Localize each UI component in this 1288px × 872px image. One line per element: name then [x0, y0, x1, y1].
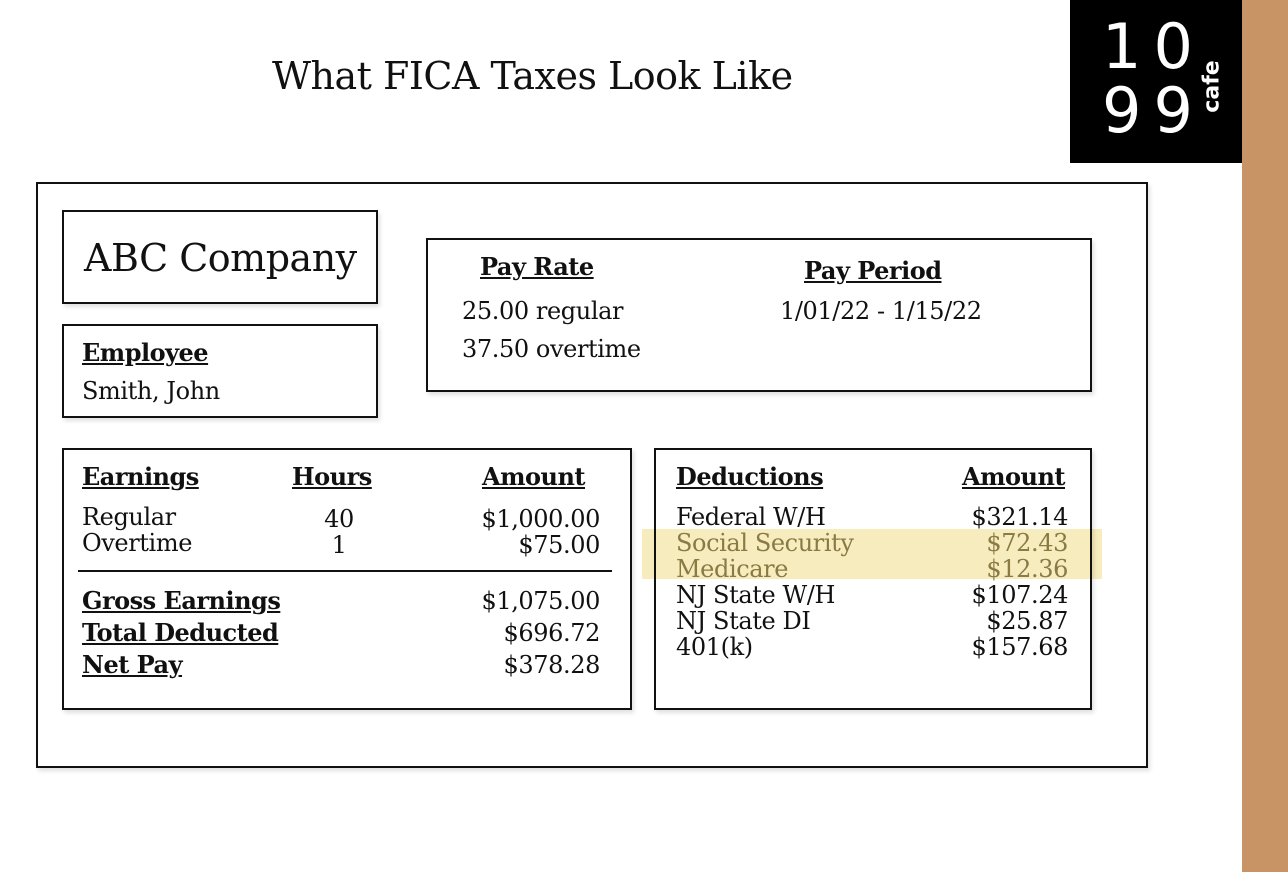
gross-earnings-label: Gross Earnings — [82, 586, 281, 615]
net-pay-label: Net Pay — [82, 650, 183, 679]
logo-bottom-number: 99 — [1102, 74, 1205, 147]
logo-cafe — [1200, 52, 1234, 122]
logo-cafe-text: cafe — [1199, 60, 1225, 113]
deductions-amount-header: Amount — [962, 462, 1066, 491]
company-box — [62, 210, 378, 304]
gross-earnings-amount: $1,075.00 — [481, 587, 600, 615]
deductions-box — [654, 448, 1092, 710]
deduction-label: NJ State W/H — [676, 581, 836, 609]
deduction-label-medicare: Medicare — [676, 555, 789, 583]
earnings-row-hours: 1 — [331, 531, 347, 559]
deduction-amount: $157.68 — [971, 633, 1068, 661]
earnings-row-hours: 40 — [324, 505, 354, 533]
company-name: ABC Company — [84, 236, 357, 280]
deduction-amount-medicare: $12.36 — [986, 555, 1068, 583]
deduction-label: 401(k) — [676, 633, 753, 661]
deduction-amount: $25.87 — [986, 607, 1068, 635]
deduction-label: NJ State DI — [676, 607, 811, 635]
deduction-label-social-security: Social Security — [676, 529, 854, 557]
total-deducted-amount: $696.72 — [503, 619, 600, 647]
total-deducted-label: Total Deducted — [82, 618, 279, 647]
page-title: What FICA Taxes Look Like — [272, 54, 793, 98]
logo-top-number: 10 — [1102, 10, 1205, 83]
deduction-amount: $107.24 — [971, 581, 1068, 609]
deductions-header: Deductions — [676, 462, 824, 491]
pay-period-label: Pay Period — [804, 256, 942, 285]
deduction-amount: $321.14 — [971, 503, 1068, 531]
deduction-amount-social-security: $72.43 — [986, 529, 1068, 557]
employee-box — [62, 324, 378, 418]
earnings-row-amount: $75.00 — [518, 531, 600, 559]
employee-label: Employee — [82, 338, 209, 367]
employee-name: Smith, John — [82, 377, 220, 405]
pay-rate-regular: 25.00 regular — [462, 297, 624, 325]
earnings-amount-header: Amount — [482, 462, 586, 491]
logo — [1070, 0, 1242, 163]
pay-period-value: 1/01/22 - 1/15/22 — [780, 297, 982, 325]
earnings-row-label: Overtime — [82, 529, 192, 557]
net-pay-amount: $378.28 — [503, 651, 600, 679]
sidebar-accent-bar — [1242, 0, 1288, 872]
deduction-label: Federal W/H — [676, 503, 826, 531]
pay-rate-overtime: 37.50 overtime — [462, 335, 641, 363]
pay-info-box — [426, 238, 1092, 392]
earnings-box — [62, 448, 632, 710]
hours-header: Hours — [292, 462, 372, 491]
earnings-header: Earnings — [82, 462, 199, 491]
earnings-row-label: Regular — [82, 503, 176, 531]
pay-rate-label: Pay Rate — [480, 252, 594, 281]
earnings-row-amount: $1,000.00 — [481, 505, 600, 533]
earnings-divider — [78, 570, 612, 572]
